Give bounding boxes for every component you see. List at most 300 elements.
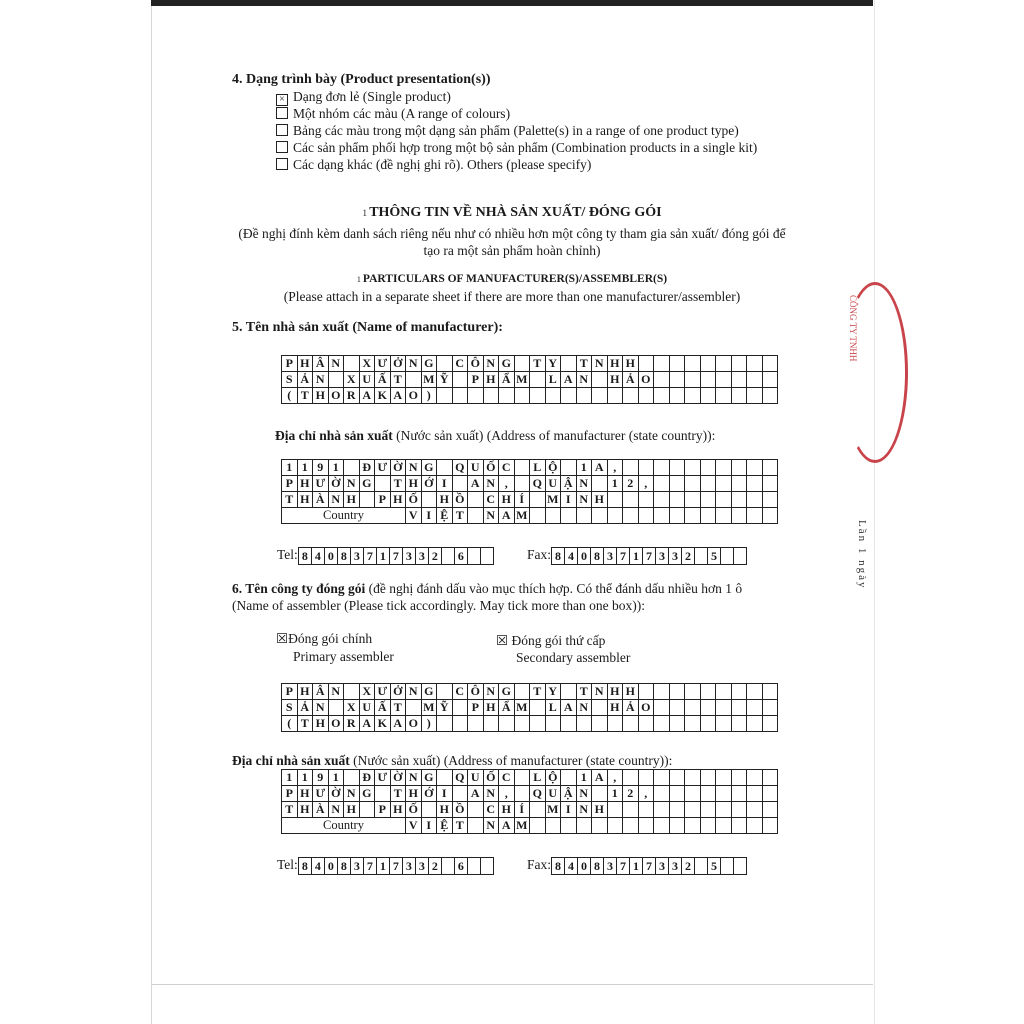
grid-cell: T (297, 716, 313, 732)
grid-cell (561, 508, 577, 524)
grid-cell: N (328, 492, 344, 508)
grid-cell (685, 802, 701, 818)
grid-cell: Ô (468, 684, 484, 700)
grid-cell: H (390, 492, 406, 508)
grid-cell (468, 802, 484, 818)
grid-cell (483, 388, 499, 404)
grid-row (282, 492, 778, 508)
digit-box (480, 548, 493, 565)
digit-box (467, 548, 480, 565)
grid-cell: 9 (313, 770, 329, 786)
checkbox-icon (276, 107, 288, 119)
grid-cell (747, 476, 763, 492)
country-label: Country (282, 508, 406, 524)
digit-box: 3 (402, 548, 415, 565)
grid-cell: Ấ (375, 372, 391, 388)
grid-cell: I (437, 786, 453, 802)
grid-cell: T (576, 684, 592, 700)
digit-box: 7 (389, 548, 402, 565)
digit-box (467, 858, 480, 875)
grid-cell (499, 388, 515, 404)
grid-cell (623, 818, 639, 834)
digit-box: 4 (565, 548, 578, 565)
grid-cell: Â (313, 684, 329, 700)
grid-cell (530, 492, 546, 508)
primary-assembler-option[interactable]: ☒Đóng gói chính (276, 631, 373, 646)
digit-box: 7 (617, 548, 630, 565)
grid-cell (623, 716, 639, 732)
grid-cell (514, 460, 530, 476)
grid-cell (716, 684, 732, 700)
grid-cell: Ả (623, 372, 639, 388)
grid-cell: Ố (483, 460, 499, 476)
grid-cell: H (344, 802, 360, 818)
digit-box: 7 (363, 548, 376, 565)
grid-cell (731, 770, 747, 786)
digit-box: 1 (630, 548, 643, 565)
grid-cell (638, 508, 654, 524)
grid-cell: Ư (375, 684, 391, 700)
grid-cell: Ậ (561, 476, 577, 492)
grid-cell: ( (282, 716, 298, 732)
info-note-en: (Please attach in a separate sheet if there are more than one manufacturer/assembler) (283, 289, 741, 304)
grid-cell: Ệ (437, 818, 453, 834)
grid-cell (638, 770, 654, 786)
grid-row (282, 460, 778, 476)
scan-edge-bottom (151, 984, 873, 985)
checked-box-icon: × (276, 94, 288, 106)
grid-cell (437, 716, 453, 732)
grid-cell: H (406, 786, 422, 802)
grid-cell (700, 388, 716, 404)
grid-cell: Ư (313, 476, 329, 492)
grid-cell (762, 388, 778, 404)
grid-cell: T (282, 802, 298, 818)
presentation-option-4[interactable] (276, 140, 757, 156)
grid-cell: I (561, 492, 577, 508)
grid-cell: N (344, 476, 360, 492)
grid-cell: L (530, 770, 546, 786)
grid-cell: H (623, 684, 639, 700)
grid-cell: A (499, 508, 515, 524)
grid-cell: P (282, 476, 298, 492)
grid-cell (592, 716, 608, 732)
grid-cell (561, 356, 577, 372)
grid-row (282, 388, 778, 404)
presentation-option-3[interactable] (276, 123, 739, 139)
grid-cell (716, 356, 732, 372)
grid-cell (638, 716, 654, 732)
grid-cell: N (483, 508, 499, 524)
country-row (282, 508, 778, 524)
grid-cell (747, 356, 763, 372)
grid-cell (514, 356, 530, 372)
grid-cell (530, 388, 546, 404)
grid-cell: T (282, 492, 298, 508)
grid-cell: G (499, 684, 515, 700)
grid-cell: Â (313, 356, 329, 372)
grid-cell (576, 818, 592, 834)
grid-cell (669, 508, 685, 524)
grid-cell: 1 (576, 770, 592, 786)
grid-cell: O (638, 700, 654, 716)
grid-cell (437, 388, 453, 404)
digit-box: 3 (402, 858, 415, 875)
grid-cell (716, 770, 732, 786)
grid-cell (654, 388, 670, 404)
grid-cell (700, 356, 716, 372)
digit-box: 3 (669, 858, 682, 875)
grid-cell (545, 818, 561, 834)
grid-cell (716, 508, 732, 524)
grid-cell: 2 (623, 476, 639, 492)
grid-cell (483, 716, 499, 732)
grid-cell (654, 372, 670, 388)
grid-cell (762, 818, 778, 834)
grid-cell (654, 700, 670, 716)
digit-box: 2 (428, 548, 441, 565)
grid-cell: H (313, 388, 329, 404)
grid-cell: G (499, 356, 515, 372)
grid-cell: N (328, 684, 344, 700)
grid-row (282, 700, 778, 716)
grid-cell (716, 492, 732, 508)
digit-box: 7 (643, 858, 656, 875)
grid-cell (700, 492, 716, 508)
grid-cell: N (576, 786, 592, 802)
grid-cell (561, 460, 577, 476)
grid-cell (700, 684, 716, 700)
grid-cell (514, 684, 530, 700)
digit-box: 6 (454, 858, 467, 875)
grid-cell (514, 786, 530, 802)
digit-box: 6 (454, 548, 467, 565)
grid-cell: 1 (576, 460, 592, 476)
grid-cell (638, 388, 654, 404)
grid-cell: H (437, 802, 453, 818)
grid-cell: Ấ (375, 700, 391, 716)
grid-cell (716, 716, 732, 732)
grid-cell (747, 802, 763, 818)
section-6-heading-en: (Name of assembler (Please tick accordingly. May tick more than one box)): (232, 598, 645, 613)
grid-cell: N (592, 356, 608, 372)
grid-cell (762, 716, 778, 732)
grid-cell: 1 (297, 770, 313, 786)
grid-cell: A (468, 786, 484, 802)
grid-cell: H (607, 356, 623, 372)
grid-cell: 1 (607, 786, 623, 802)
grid-cell (344, 684, 360, 700)
grid-cell: H (297, 802, 313, 818)
grid-cell (545, 716, 561, 732)
grid-cell: H (344, 492, 360, 508)
grid-cell (576, 716, 592, 732)
grid-cell (654, 508, 670, 524)
assembler-name-grid (281, 683, 778, 732)
grid-cell: N (313, 372, 329, 388)
grid-cell: Ả (623, 700, 639, 716)
grid-cell: K (375, 716, 391, 732)
grid-cell: Ố (406, 802, 422, 818)
scan-edge-top (151, 0, 873, 6)
grid-cell: Q (452, 770, 468, 786)
grid-cell (654, 476, 670, 492)
grid-cell: H (297, 492, 313, 508)
grid-cell (468, 388, 484, 404)
grid-cell (700, 716, 716, 732)
grid-cell: N (406, 770, 422, 786)
digit-box: 7 (389, 858, 402, 875)
grid-cell: Đ (359, 460, 375, 476)
grid-cell (561, 684, 577, 700)
grid-cell: V (406, 818, 422, 834)
grid-cell: G (421, 684, 437, 700)
grid-cell (530, 716, 546, 732)
grid-cell: H (406, 476, 422, 492)
grid-cell (731, 786, 747, 802)
grid-cell (716, 700, 732, 716)
grid-cell: U (545, 476, 561, 492)
manufacturer-name-grid (281, 355, 778, 404)
digit-box (734, 858, 747, 875)
grid-cell (716, 802, 732, 818)
grid-cell: À (313, 802, 329, 818)
grid-cell (576, 508, 592, 524)
grid-cell (685, 372, 701, 388)
grid-cell: U (545, 786, 561, 802)
grid-cell (592, 388, 608, 404)
grid-cell (654, 716, 670, 732)
grid-cell: A (359, 716, 375, 732)
grid-cell (561, 388, 577, 404)
grid-cell: O (406, 388, 422, 404)
grid-cell: I (421, 508, 437, 524)
grid-cell (638, 492, 654, 508)
grid-cell (654, 492, 670, 508)
grid-cell (669, 684, 685, 700)
grid-cell (669, 476, 685, 492)
grid-cell (592, 700, 608, 716)
grid-cell: Ô (468, 356, 484, 372)
grid-cell: T (390, 700, 406, 716)
grid-cell (700, 802, 716, 818)
grid-cell: N (328, 802, 344, 818)
grid-cell (654, 802, 670, 818)
grid-cell: P (282, 684, 298, 700)
grid-cell: Ố (406, 492, 422, 508)
country-label: Country (282, 818, 406, 834)
digit-box: 2 (428, 858, 441, 875)
grid-cell: Ớ (421, 476, 437, 492)
grid-cell (514, 476, 530, 492)
grid-cell: P (282, 786, 298, 802)
digit-box: 1 (376, 858, 389, 875)
grid-cell: M (514, 700, 530, 716)
grid-cell (747, 786, 763, 802)
grid-row (282, 786, 778, 802)
grid-cell (762, 684, 778, 700)
grid-cell: T (390, 786, 406, 802)
grid-cell (638, 356, 654, 372)
grid-cell (654, 786, 670, 802)
grid-cell (731, 356, 747, 372)
grid-cell (654, 770, 670, 786)
grid-cell (700, 476, 716, 492)
digit-box (441, 548, 454, 565)
grid-cell: Ồ (452, 802, 468, 818)
grid-cell: Ỹ (437, 700, 453, 716)
grid-cell: H (607, 372, 623, 388)
grid-cell (623, 508, 639, 524)
presentation-option-label: Bảng các màu trong một dạng sản phẩm (Palette(s) in a range of one product type) (293, 123, 739, 138)
grid-cell: Ộ (545, 460, 561, 476)
grid-cell (747, 818, 763, 834)
presentation-option-5[interactable] (276, 157, 591, 173)
grid-cell: Ớ (421, 786, 437, 802)
digit-box: 3 (415, 548, 428, 565)
digit-box: 5 (708, 858, 721, 875)
grid-cell (344, 356, 360, 372)
grid-cell (685, 818, 701, 834)
grid-cell: Ờ (390, 460, 406, 476)
grid-cell (437, 356, 453, 372)
grid-cell: N (576, 492, 592, 508)
grid-cell (607, 818, 623, 834)
grid-cell (716, 476, 732, 492)
checkbox-icon (276, 158, 288, 170)
grid-cell: X (359, 684, 375, 700)
digit-box: 5 (708, 548, 721, 565)
grid-cell (592, 786, 608, 802)
grid-cell: A (592, 770, 608, 786)
grid-cell (731, 818, 747, 834)
info-note-vi: (Đề nghị đính kèm danh sách riêng nếu như có nhiều hơn một công ty tham gia sản xuất/ đóng gói để tạo ra một sản phẩm hoàn chỉnh) (238, 226, 786, 258)
grid-cell (747, 770, 763, 786)
grid-cell: U (359, 372, 375, 388)
info-title-en: 1 PARTICULARS OF MANUFACTURER(S)/ASSEMBLER(S) (356, 273, 668, 285)
grid-cell (762, 492, 778, 508)
grid-cell: G (421, 770, 437, 786)
grid-cell (685, 700, 701, 716)
grid-row (282, 716, 778, 732)
grid-cell (359, 802, 375, 818)
grid-cell: G (359, 476, 375, 492)
grid-cell (607, 508, 623, 524)
grid-cell: P (468, 372, 484, 388)
grid-cell (406, 372, 422, 388)
grid-cell: 2 (623, 786, 639, 802)
grid-cell (514, 716, 530, 732)
grid-cell: G (359, 786, 375, 802)
presentation-option-2[interactable] (276, 106, 510, 122)
grid-cell: G (421, 356, 437, 372)
secondary-assembler-option[interactable]: ☒ Đóng gói thứ cấp (496, 633, 606, 648)
grid-cell: Ậ (561, 786, 577, 802)
grid-cell (747, 372, 763, 388)
grid-cell: M (514, 818, 530, 834)
grid-cell (623, 460, 639, 476)
grid-cell (669, 770, 685, 786)
grid-cell (747, 388, 763, 404)
grid-cell: X (344, 372, 360, 388)
grid-cell: P (375, 802, 391, 818)
grid-cell (530, 372, 546, 388)
grid-cell (452, 716, 468, 732)
grid-cell (731, 372, 747, 388)
grid-cell: O (406, 716, 422, 732)
grid-cell: 1 (297, 460, 313, 476)
digit-box: 8 (591, 548, 604, 565)
fax-boxes (551, 547, 747, 565)
grid-cell (762, 372, 778, 388)
grid-cell: C (452, 356, 468, 372)
grid-cell (406, 700, 422, 716)
grid-cell (654, 818, 670, 834)
grid-cell: O (328, 388, 344, 404)
grid-cell: M (514, 372, 530, 388)
section-5-heading: 5. Tên nhà sản xuất (Name of manufacturer): (232, 320, 503, 335)
presentation-option-1[interactable] (276, 89, 451, 105)
grid-row (282, 476, 778, 492)
grid-cell: ) (421, 716, 437, 732)
grid-cell: , (499, 786, 515, 802)
grid-cell (716, 460, 732, 476)
grid-cell (685, 508, 701, 524)
grid-cell: K (375, 388, 391, 404)
grid-cell: A (592, 460, 608, 476)
digit-box (734, 548, 747, 565)
grid-cell: Ả (297, 700, 313, 716)
digit-box: 1 (376, 548, 389, 565)
grid-cell: Y (545, 356, 561, 372)
grid-cell: C (483, 802, 499, 818)
grid-cell: U (359, 700, 375, 716)
grid-cell: N (576, 372, 592, 388)
grid-cell (499, 716, 515, 732)
grid-cell (669, 372, 685, 388)
grid-cell: Q (452, 460, 468, 476)
grid-cell: P (375, 492, 391, 508)
grid-cell (731, 700, 747, 716)
grid-cell (638, 460, 654, 476)
check-box-icon: ☒ (276, 631, 289, 646)
checkbox-icon (276, 141, 288, 153)
grid-cell (530, 818, 546, 834)
grid-cell (638, 818, 654, 834)
grid-cell (452, 786, 468, 802)
grid-cell: L (545, 372, 561, 388)
grid-cell (545, 388, 561, 404)
grid-cell (375, 786, 391, 802)
grid-cell: A (390, 388, 406, 404)
fax-boxes (551, 857, 747, 875)
grid-cell: Ả (297, 372, 313, 388)
digit-box: 3 (350, 858, 363, 875)
grid-cell: A (561, 372, 577, 388)
grid-cell: Ư (375, 770, 391, 786)
country-row (282, 818, 778, 834)
section-6-tel: Tel: 8 4 0 8 3 7 1 7 3 3 2 6 (277, 857, 494, 875)
grid-cell: Ư (375, 460, 391, 476)
grid-cell: , (607, 460, 623, 476)
grid-cell: L (530, 460, 546, 476)
grid-cell: N (313, 700, 329, 716)
grid-cell: Ồ (452, 492, 468, 508)
grid-row (282, 770, 778, 786)
grid-cell (638, 684, 654, 700)
grid-cell: C (483, 492, 499, 508)
digit-box: 3 (656, 548, 669, 565)
